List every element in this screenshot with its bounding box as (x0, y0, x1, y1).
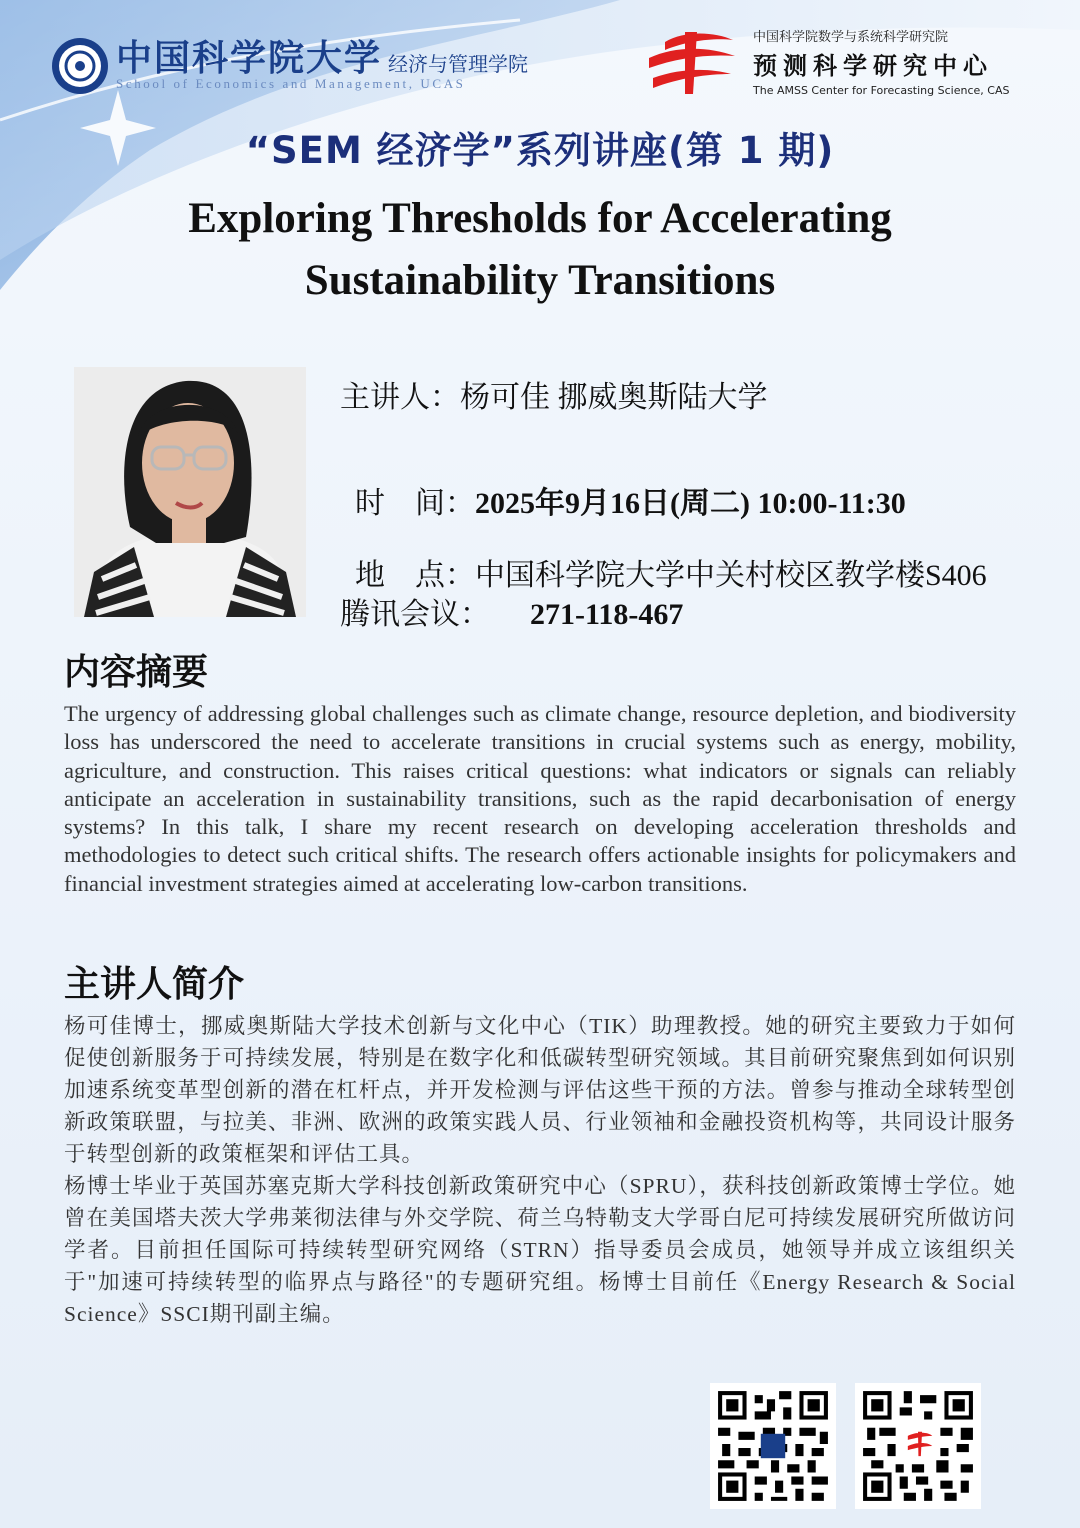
amss-institute-cn: 中国科学院数学与系统科学研究院 (753, 30, 949, 45)
speaker-row (340, 372, 768, 416)
amss-logo (645, 24, 1045, 104)
amss-center-cn: 预测科学研究中心 (753, 54, 993, 80)
qr-code-amss (855, 1383, 981, 1509)
amss-mark-icon (645, 28, 737, 98)
meeting-row (340, 589, 683, 633)
speaker-value: 杨可佳 挪威奥斯陆大学 (460, 381, 768, 414)
speaker-bio (64, 1010, 1016, 1330)
meeting-id: 271-118-467 (530, 598, 684, 631)
ucas-logo (50, 30, 528, 100)
bio-heading: 主讲人简介 (64, 964, 245, 1005)
talk-title (0, 188, 1080, 312)
time-label: 时 间： (355, 487, 475, 520)
abstract-text: The urgency of addressing global challenges such as climate change, resource depletion, and biodiversity loss has underscored the need to accelerate transitions in crucial systems such as energy, mobility, agriculture, and construction. This raises critical questions: what indicators or signals can reliably anticipate an acceleration in sustainability transitions, such as the rapid decarbonisation of energy systems? In this talk, I share my recent research on developing acceleration thresholds and methodologies to detect such critical shifts. The research offers actionable insights for policymakers and financial investment strategies aimed at accelerating low-carbon transitions. (64, 701, 1016, 896)
ucas-school-cn: 经济与管理学院 (388, 54, 528, 76)
talk-title-line1: Exploring Thresholds for Accelerating (188, 195, 892, 242)
bio-paragraph-2: 杨博士毕业于英国苏塞克斯大学科技创新政策研究中心（SPRU），获科技创新政策博士学位。她曾在美国塔夫茨大学弗莱彻法律与外交学院、荷兰乌特勒支大学哥白尼可持续发展研究所做访问学者。目前担任国际可持续转型研究网络（STRN）指导委员会成员，她领导并成立该组织关于"加速可持续转型的临界点与路径"的专题研究组。杨博士目前任《Energy Research & Social Science》SSCI期刊副主编。 (64, 1174, 1016, 1326)
bio-paragraph-1: 杨可佳博士，挪威奥斯陆大学技术创新与文化中心（TIK）助理教授。她的研究主要致力于如何促使创新服务于可持续发展，特别是在数字化和低碳转型研究领域。其目前研究聚焦到如何识别加速系统变革型创新的潜在杠杆点，并开发检测与评估这些干预的方法。曾参与推动全球转型创新政策联盟，与拉美、非洲、欧洲的政策实践人员、行业领袖和金融投资机构等，共同设计服务于转型创新的政策框架和评估工具。 (64, 1014, 1016, 1166)
qr-code-icon (859, 1387, 977, 1505)
qr-code-icon (714, 1387, 832, 1505)
ucas-name-cn: 中国科学院大学 (116, 38, 383, 78)
ucas-school-en: School of Economics and Management, UCAS (116, 76, 466, 91)
ucas-seal-icon (50, 36, 110, 96)
qr-code-sem (710, 1383, 836, 1509)
speaker-label: 主讲人： (340, 381, 460, 414)
series-title: “SEM 经济学”系列讲座(第 1 期) (245, 129, 835, 172)
talk-title-line2: Sustainability Transitions (304, 257, 776, 304)
meeting-label: 腾讯会议： (340, 598, 490, 631)
place-label: 地 点： (355, 559, 475, 592)
place-row (340, 516, 987, 594)
place-value: 中国科学院大学中关村校区教学楼S406 (475, 559, 987, 592)
time-row (340, 444, 906, 522)
speaker-photo (74, 367, 306, 617)
amss-center-en: The AMSS Center for Forecasting Science, CAS (753, 84, 1010, 97)
abstract-heading: 内容摘要 (64, 652, 209, 693)
time-value: 2025年9月16日(周二) 10:00-11:30 (475, 487, 906, 520)
